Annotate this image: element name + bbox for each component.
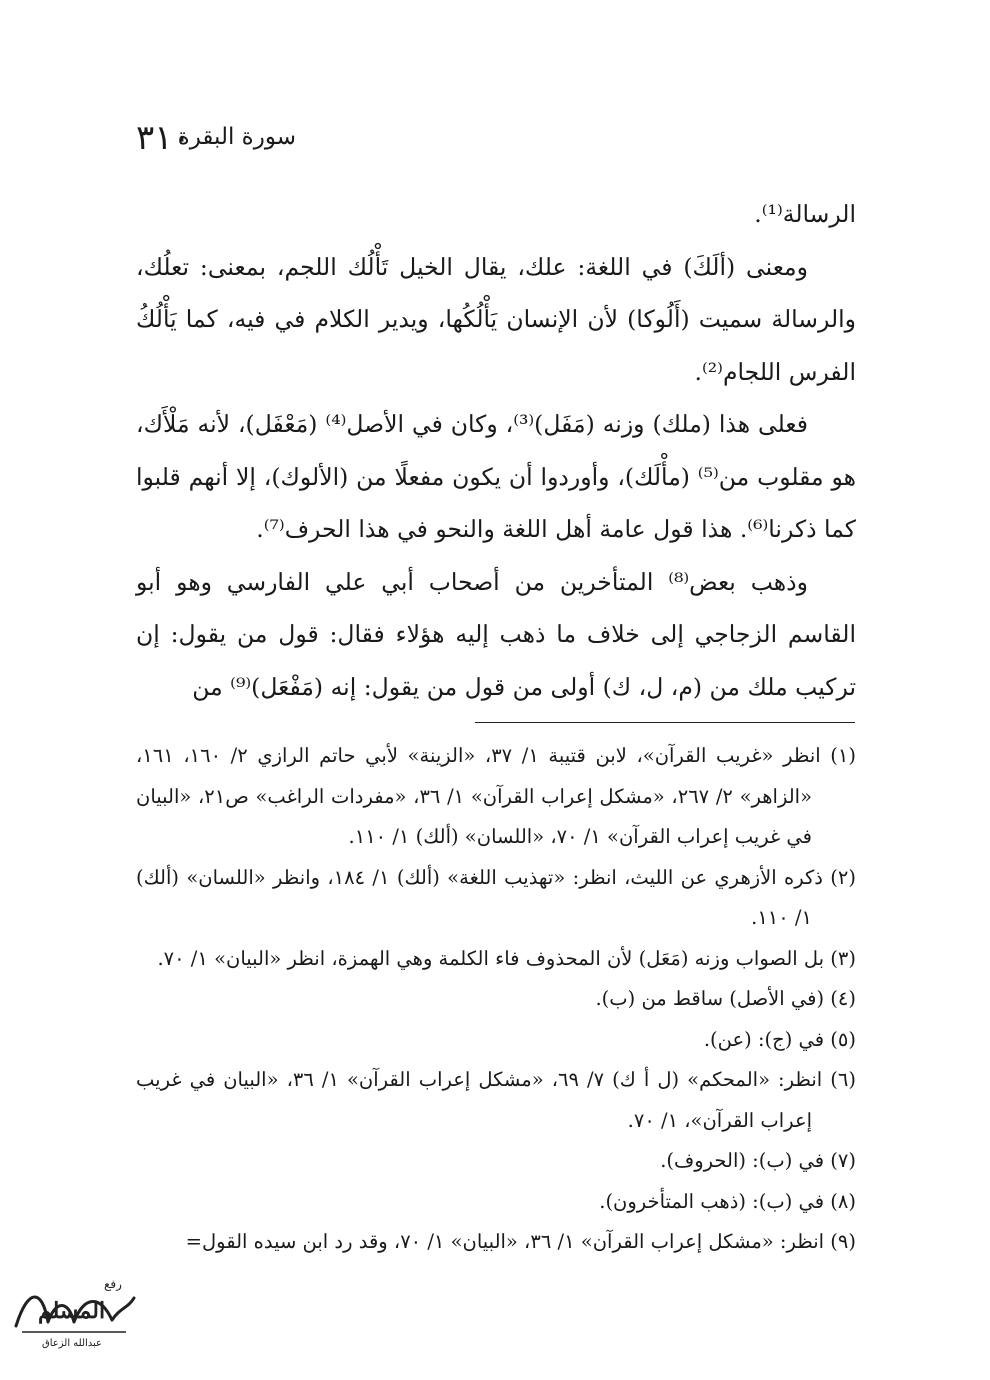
- main-text: [136, 188, 856, 713]
- page-number: ٣١٠: [136, 118, 191, 158]
- paragraph: الرسالة⁽¹⁾.: [754, 200, 856, 228]
- footnote: (٤) (في الأصل) ساقط من (ب).: [595, 987, 856, 1010]
- footnotes: [136, 736, 856, 1263]
- paragraph: وذهب بعض⁽⁸⁾ المتأخرين من أصحاب أبي علي الفارسي وهو أبو القاسم الزجاجي إلى خلاف ما ذهب إليه هؤلاء فقال: قول من يقول: إن تركيب ملك من (م، ل، ك) أولى من قول من يقول: إنه (مَفْعَل)⁽⁹⁾ من: [136, 567, 856, 701]
- footnote: (٥) في (ج): (عن).: [703, 1027, 856, 1051]
- paragraph: فعلى هذا (ملك) وزنه (مَفَل)⁽³⁾، وكان في الأصل⁽⁴⁾ (مَعْفَل)، لأنه مَلْأَك، هو مقلوب من⁽⁵⁾ (مأْلَك)، وأوردوا أن يكون مفعلًا من (الألوك)، إلا أنهم قلبوا كما ذكرنا⁽⁶⁾. هذا قول عامة أهل اللغة والنحو في هذا الحرف⁽⁷⁾.: [136, 410, 856, 543]
- calligraphy-logo: [8, 1270, 140, 1354]
- footnote: (٩) انظر: «مشكل إعراب القرآن» ١/ ٣٦، «البيان» ١/ ٧٠، وقد رد ابن سيده القول=: [185, 1230, 856, 1253]
- footnote: (٦) انظر: «المحكم» (ل أ ك) ٧/ ٦٩، «مشكل إعراب القرآن» ١/ ٣٦، «البيان في غريب إعراب القرآن»، ١/ ٧٠.: [136, 1068, 856, 1132]
- logo-svg: [8, 1270, 140, 1354]
- paragraph: ومعنى (ألَكَ) في اللغة: علك، يقال الخيل تَأْلُك اللجم، بمعنى: تعلُك، والرسالة سميت (أَلُوكا) لأن الإنسان يَأْلُكُها، ويدير الكلام في فيه، كما يَأْلُكُ الفرس اللجام⁽²⁾.: [136, 252, 856, 386]
- surah-title: سورة البقرة: [177, 124, 296, 150]
- logo-sub-text: عبدالله الزعاق: [42, 1338, 103, 1349]
- footnote: (٣) بل الصواب وزنه (مَعَل) لأن المحذوف فاء الكلمة وهي الهمزة، انظر «البيان» ١/ ٧٠.: [157, 946, 856, 970]
- footnote-separator: [475, 722, 855, 723]
- footnote: (٨) في (ب): (ذهب المتأخرون).: [599, 1189, 856, 1213]
- page-header: [136, 118, 856, 168]
- logo-main-text: المسلم: [38, 1298, 106, 1324]
- footnote: (١) انظر «غريب القرآن»، لابن قتيبة ١/ ٣٧، «الزينة» لأبي حاتم الرازي ٢/ ١٦٠، ١٦١، «الزاهر» ٢/ ٢٦٧، «مشكل إعراب القرآن» ١/ ٣٦، «مفردات الراغب» ص٢١، «البيان في غريب إعراب القرآن» ١/ ٧٠، «اللسان» (ألك) ١/ ١١٠.: [136, 744, 856, 848]
- footnote: (٧) في (ب): (الحروف).: [660, 1149, 856, 1172]
- logo-top-text: رفع: [104, 1277, 122, 1291]
- footnote: (٢) ذكره الأزهري عن الليث، انظر: «تهذيب اللغة» (ألك) ١/ ١٨٤، وانظر «اللسان» (ألك) ١/ ١١٠.: [136, 865, 856, 929]
